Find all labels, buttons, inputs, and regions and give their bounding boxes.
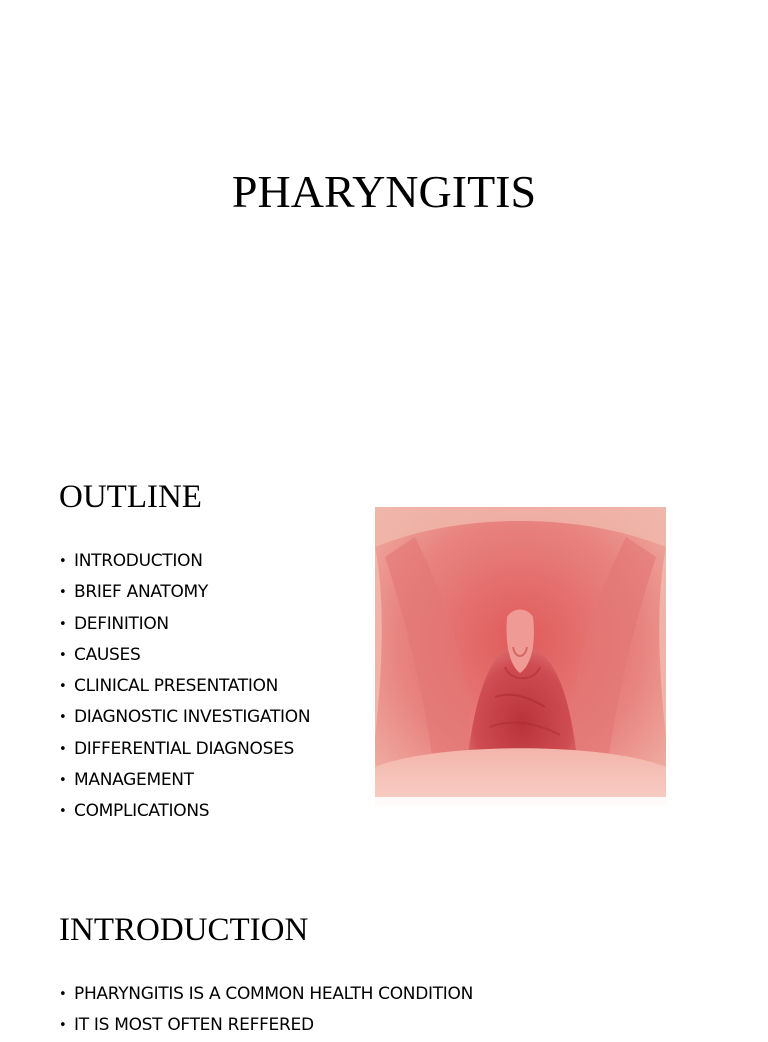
bullet-icon: •: [59, 741, 67, 757]
outline-item: [59, 702, 310, 733]
introduction-list: [59, 979, 473, 1042]
outline-item-text: CLINICAL PRESENTATION: [74, 676, 279, 697]
outline-item-text: DEFINITION: [74, 613, 169, 634]
outline-item: [59, 734, 310, 765]
introduction-item-text: PHARYNGITIS IS A COMMON HEALTH CONDITION: [74, 984, 474, 1004]
outline-item: [59, 671, 310, 702]
outline-heading: OUTLINE: [59, 479, 202, 515]
presentation-title: PHARYNGITIS: [231, 166, 537, 217]
outline-list: [59, 546, 310, 828]
introduction-item-text: IT IS MOST OFTEN REFFERED: [74, 1015, 314, 1036]
introduction-heading: INTRODUCTION: [59, 912, 309, 948]
outline-item-text: DIFFERENTIAL DIAGNOSES: [74, 738, 295, 759]
outline-item-text: CAUSES: [74, 644, 141, 665]
outline-item-text: COMPLICATIONS: [74, 801, 210, 822]
outline-slide: [0, 432, 768, 864]
bullet-icon: •: [59, 987, 67, 1002]
bullet-icon: •: [59, 804, 67, 820]
outline-item: [59, 765, 310, 796]
title-slide: [0, 0, 768, 432]
introduction-slide: [0, 864, 768, 1036]
outline-item-text: DIAGNOSTIC INVESTIGATION: [74, 707, 311, 728]
bullet-icon: •: [59, 616, 67, 632]
outline-item: [59, 609, 310, 640]
bullet-icon: •: [59, 554, 67, 569]
outline-item-text: BRIEF ANATOMY: [74, 582, 208, 603]
bullet-icon: •: [59, 710, 67, 726]
outline-item-text: INTRODUCTION: [74, 551, 203, 571]
outline-item-text: MANAGEMENT: [74, 770, 194, 791]
throat-photo: [375, 507, 666, 806]
outline-item: [59, 577, 310, 608]
outline-item: [59, 796, 310, 827]
throat-illustration: [375, 507, 666, 806]
bullet-icon: •: [59, 585, 67, 601]
outline-item: [59, 640, 310, 671]
outline-item: [59, 546, 310, 577]
introduction-item: [59, 1010, 473, 1041]
bullet-icon: •: [59, 1018, 67, 1034]
bullet-icon: •: [59, 647, 67, 663]
bullet-icon: •: [59, 679, 67, 695]
bullet-icon: •: [59, 773, 67, 789]
introduction-item: [59, 979, 473, 1010]
